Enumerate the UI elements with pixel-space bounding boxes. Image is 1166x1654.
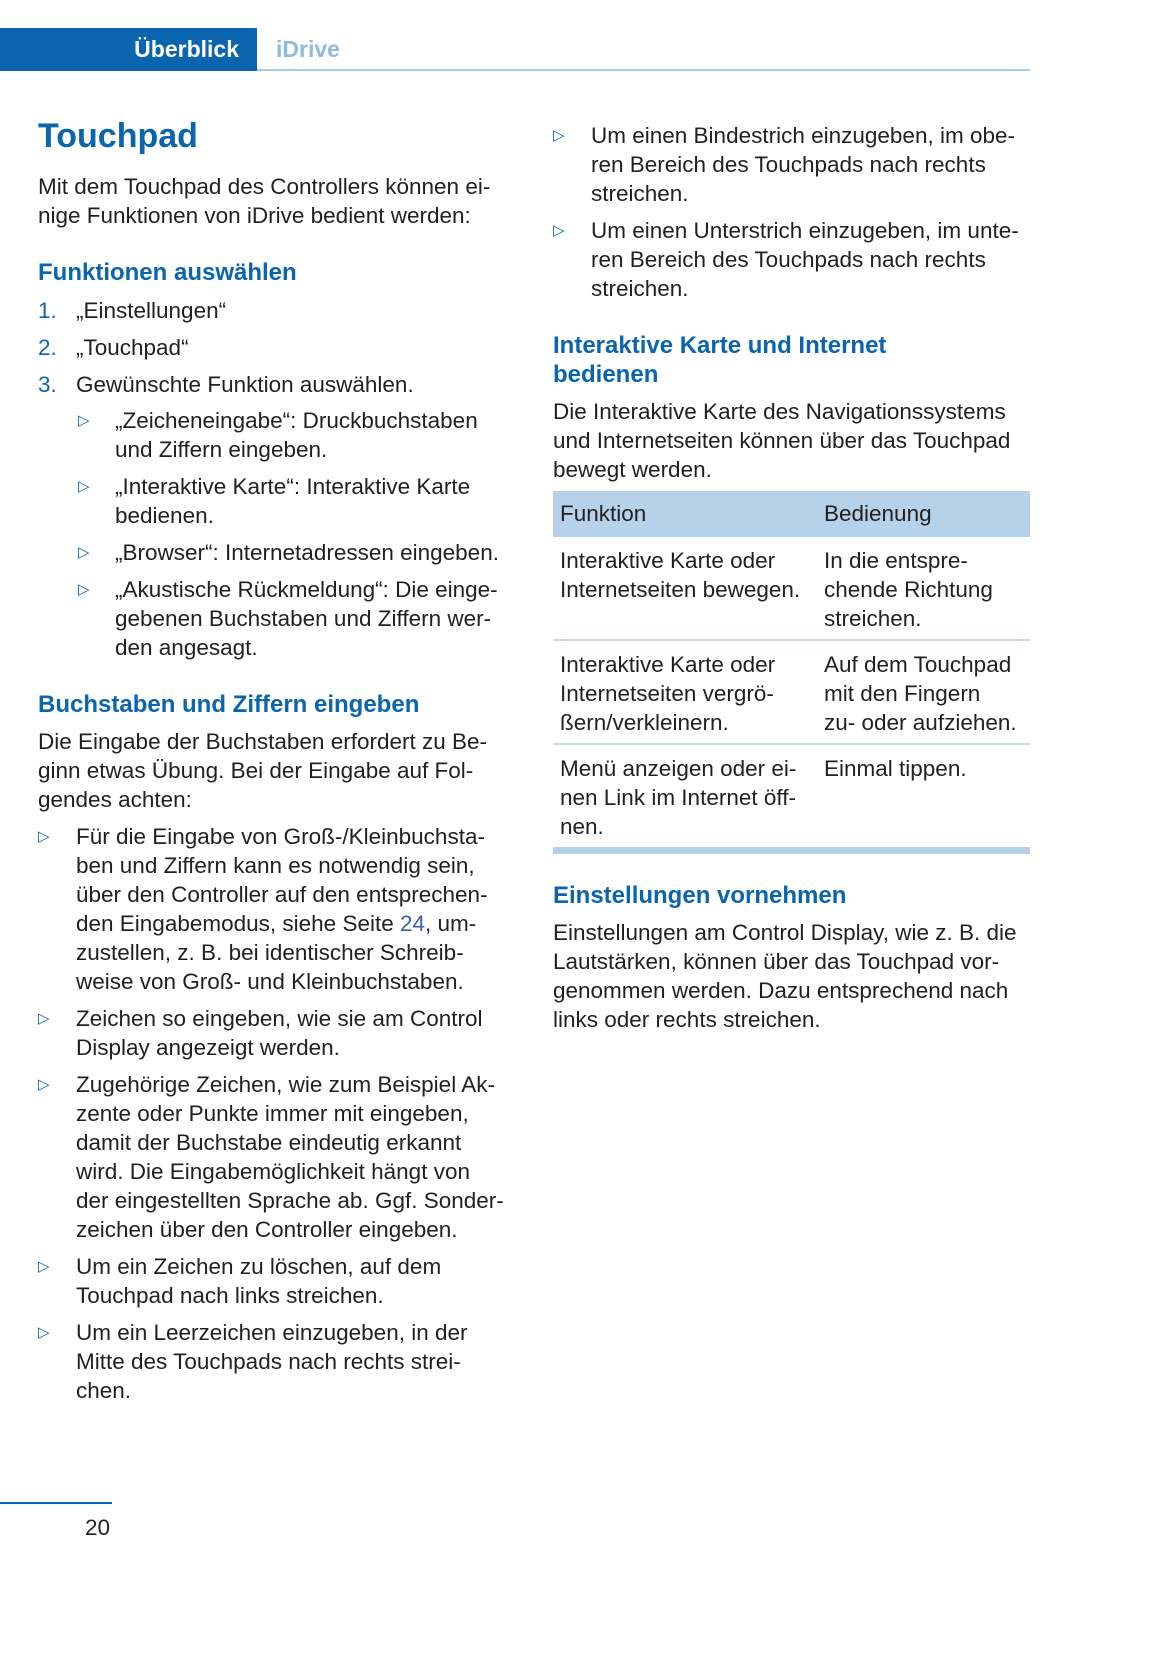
buchstaben-text: Die Eingabe der Buchstaben erfordert zu Be- ginn etwas Übung. Bei der Eingabe auf Fol- gendes achten: <box>38 729 488 812</box>
bullet-item: Zeichen so eingeben, wie sie am Control Display angezeigt werden. <box>76 1006 483 1060</box>
bullet-item <box>76 822 536 996</box>
table-row-divider <box>553 743 1030 745</box>
step-number: 1. <box>38 298 57 323</box>
bullet-triangle-icon: ▷ <box>553 127 565 144</box>
heading-buchstaben: Buchstaben und Ziffern eingeben <box>38 691 420 718</box>
option-item: „Zeicheneingabe“: Druckbuchstaben und Ziffern eingeben. <box>115 408 478 462</box>
intro-text: Mit dem Touchpad des Controllers können ei- nige Funktionen von iDrive bedient werden: <box>38 174 491 228</box>
table-bottom-rule <box>553 847 1030 854</box>
table-cell: In die entspre- chende Richtung streichen. <box>824 548 993 631</box>
page-number: 20 <box>85 1515 111 1540</box>
table-cell: Auf dem Touchpad mit den Fingern zu- oder aufziehen. <box>824 652 1017 735</box>
bullet-item: Um einen Unterstrich einzugeben, im unte- ren Bereich des Touchpads nach rechts streichen. <box>591 218 1019 301</box>
header-section: Überblick <box>134 36 239 62</box>
bullet-text: Für die Eingabe von Groß-/Kleinbuchsta- ben und Ziffern kann es notwendig sein, über den Controller auf den entsprechen- den Eingabemodus, siehe Seite <box>76 824 488 936</box>
bullet-triangle-icon: ▷ <box>38 1076 50 1093</box>
heading-funktionen: Funktionen auswählen <box>38 259 297 286</box>
step-text: „Einstellungen“ <box>76 298 227 323</box>
table-cell: Interaktive Karte oder Internetseiten bewegen. <box>560 548 801 602</box>
table-header-funktion: Funktion <box>560 501 647 526</box>
option-item: „Interaktive Karte“: Interaktive Karte bedienen. <box>115 474 471 528</box>
table-cell: Menü anzeigen oder ei- nen Link im Internet öff- nen. <box>560 756 797 839</box>
step-text: Gewünschte Funktion auswählen. <box>76 372 414 397</box>
bullet-item: Um ein Zeichen zu löschen, auf dem Touchpad nach links streichen. <box>76 1254 442 1308</box>
header-divider <box>257 69 1030 71</box>
table-cell: Interaktive Karte oder Internetseiten vergrö- ßern/verkleinern. <box>560 652 776 735</box>
step-number: 2. <box>38 335 57 360</box>
option-item: „Akustische Rückmeldung“: Die einge- gebenen Buchstaben und Ziffern wer- den angesagt. <box>115 577 498 660</box>
step-text: „Touchpad“ <box>76 335 189 360</box>
bullet-triangle-icon: ▷ <box>553 222 565 239</box>
heading-karte: Interaktive Karte und Internet bedienen <box>553 332 887 388</box>
table-cell: Einmal tippen. <box>824 756 967 781</box>
bullet-triangle-icon: ▷ <box>38 1324 50 1341</box>
table-row-divider <box>553 639 1030 641</box>
bullet-triangle-icon: ▷ <box>38 828 50 845</box>
step-number: 3. <box>38 372 57 397</box>
bullet-triangle-icon: ▷ <box>38 1010 50 1027</box>
bullet-text: , um- zustellen, z. B. bei identischer Schreib- weise von Groß- und Kleinbuchstaben. <box>76 911 477 994</box>
header-subsection: iDrive <box>276 36 340 62</box>
page-reference-link[interactable]: 24 <box>399 911 426 936</box>
bullet-item: Um ein Leerzeichen einzugeben, in der Mitte des Touchpads nach rechts strei- chen. <box>76 1320 468 1403</box>
bullet-triangle-icon: ▷ <box>78 581 90 598</box>
bullet-triangle-icon: ▷ <box>38 1258 50 1275</box>
bullet-triangle-icon: ▷ <box>78 544 90 561</box>
page-number-rule <box>0 1502 112 1504</box>
heading-einstellungen: Einstellungen vornehmen <box>553 882 847 909</box>
header-section-tab <box>0 28 257 71</box>
table-header-bedienung: Bedienung <box>824 501 932 526</box>
page-title: Touchpad <box>38 117 198 155</box>
bullet-triangle-icon: ▷ <box>78 478 90 495</box>
einstellungen-text: Einstellungen am Control Display, wie z. B. die Lautstärken, können über das Touchpad vor- genommen werden. Dazu entsprechend nach links oder rechts streichen. <box>553 920 1017 1032</box>
bullet-item: Zugehörige Zeichen, wie zum Beispiel Ak- zente oder Punkte immer mit eingeben, damit der Buchstabe eindeutig erkannt wird. Die Eingabemöglichkeit hängt von der eingestellten Sprache ab. Ggf. Sonder- zeichen über den Controller eingeben. <box>76 1072 504 1242</box>
option-item: „Browser“: Internetadressen eingeben. <box>115 540 499 565</box>
karte-text: Die Interaktive Karte des Navigationssystems und Internetseiten können über das Touchpad bewegt werden. <box>553 399 1011 482</box>
bullet-item: Um einen Bindestrich einzugeben, im obe- ren Bereich des Touchpads nach rechts streichen. <box>591 123 1015 206</box>
bullet-triangle-icon: ▷ <box>78 412 90 429</box>
